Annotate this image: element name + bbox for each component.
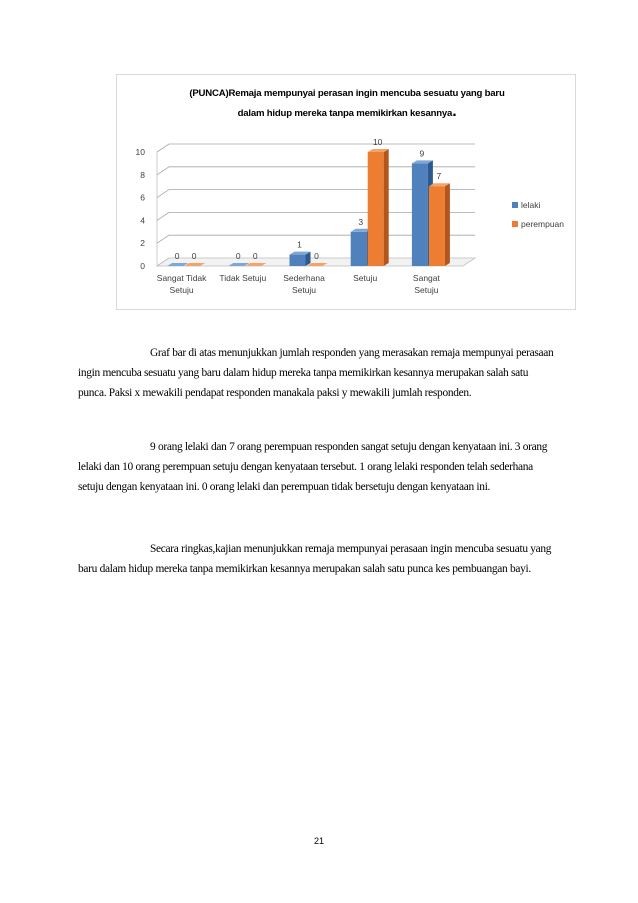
- paragraph-1: [78, 343, 558, 403]
- bar-front: [351, 232, 367, 266]
- data-label: 3: [358, 216, 364, 227]
- legend-swatch-perempuan: [512, 221, 518, 227]
- bar-side: [384, 149, 389, 266]
- data-label: 0: [235, 251, 241, 261]
- x-tick-label: Setuju: [169, 285, 194, 295]
- data-label: 0: [191, 251, 197, 261]
- bar-front: [290, 255, 306, 266]
- y-tick-label: 8: [140, 169, 145, 180]
- x-tick-label: Sangat Tidak: [156, 273, 207, 283]
- bar-chart: [116, 74, 576, 310]
- x-tick-label: Tidak Setuju: [219, 273, 267, 283]
- y-tick-label: 10: [135, 147, 145, 157]
- y-tick-label: 6: [140, 192, 145, 203]
- x-tick-label: Setuju: [414, 285, 439, 295]
- legend-label-lelaki: lelaki: [521, 200, 541, 210]
- paragraph-3-text: Secara ringkas,kajian menunjukkan remaja mempunyai perasaan ingin mencuba sesuatu yang baru dalam hidup mereka tanpa memikirkan kesannya merupakan salah satu punca kes pembuangan bayi.: [78, 543, 552, 575]
- chart-title-dot: .: [452, 103, 457, 120]
- data-label: 1: [297, 239, 302, 250]
- paragraph-3: [78, 539, 558, 579]
- y-tick-label: 0: [140, 261, 145, 271]
- chart-title-line2-text: dalam hidup mereka tanpa memikirkan kesannya: [237, 108, 453, 119]
- bar-side: [445, 183, 450, 266]
- bar-lelaki-2: [290, 252, 311, 266]
- data-label: 0: [314, 251, 319, 261]
- gridline: [157, 144, 475, 152]
- data-label: 0: [174, 251, 180, 261]
- data-label: 0: [252, 251, 258, 261]
- legend-swatch-lelaki: [512, 202, 518, 208]
- bar-perempuan-3: [368, 149, 389, 266]
- y-tick-label: 2: [140, 238, 145, 249]
- bar-front: [429, 186, 445, 266]
- data-label: 9: [419, 148, 425, 159]
- x-tick-label: Setuju: [291, 285, 317, 295]
- paragraph-1-text: Graf bar di atas menunjukkan jumlah responden yang merasakan remaja mempunyai perasaan ingin mencuba sesuatu yang baru dalam hidup mereka tanpa memikirkan kesannya merupakan salah satu punca. Paksi x mewakili pendapat responden manakala paksi y mewakili jumlah responden.: [78, 347, 554, 399]
- x-tick-label: Setuju: [353, 273, 378, 283]
- y-tick-label: 4: [140, 215, 145, 226]
- data-label: 7: [436, 171, 442, 182]
- x-tick-label: Sederhana: [283, 273, 325, 283]
- bar-front: [412, 163, 428, 266]
- bar-front: [368, 152, 384, 266]
- legend-label-perempuan: perempuan: [521, 219, 565, 229]
- data-label: 10: [372, 137, 383, 147]
- paragraph-2-text: 9 orang lelaki dan 7 orang perempuan responden sangat setuju dengan kenyataan ini. 3 orang lelaki dan 10 orang perempuan setuju dengan kenyataan tersebut. 1 orang lelaki responden telah sederhana setuju dengan kenyataan ini. 0 orang lelaki dan perempuan tidak bersetuju dengan kenyataan ini.: [78, 441, 548, 493]
- bar-perempuan-4: [429, 183, 450, 266]
- page-number: 21: [313, 836, 324, 846]
- chart-title-line1: (PUNCA)Remaja mempunyai perasan ingin mencuba sesuatu yang baru: [189, 88, 505, 99]
- paragraph-2: [78, 437, 558, 497]
- chart-plot-area: [117, 75, 577, 311]
- x-tick-label: Sangat: [412, 273, 440, 283]
